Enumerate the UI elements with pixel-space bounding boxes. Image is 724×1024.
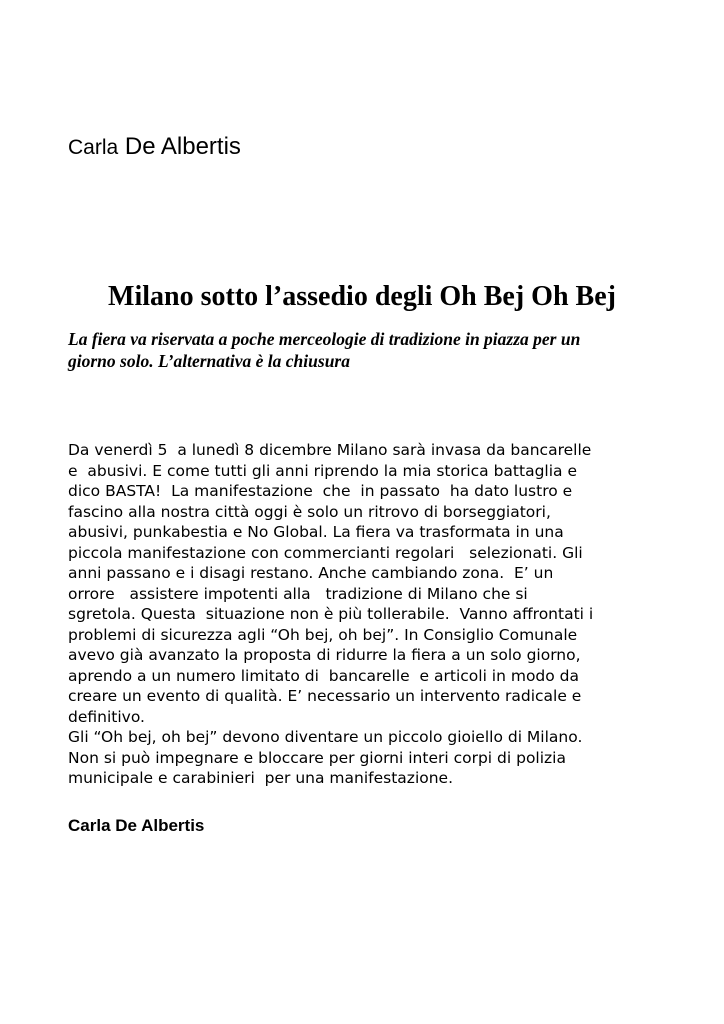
body-line: creare un evento di qualità. E’ necessario un intervento radicale e — [68, 687, 582, 705]
article-body — [68, 440, 668, 789]
subtitle-line: giorno solo. L’alternativa è la chiusura — [68, 351, 350, 371]
body-line: Gli “Oh bej, oh bej” devono diventare un piccolo gioiello di Milano. — [68, 728, 583, 746]
body-line: municipale e carabinieri per una manifestazione. — [68, 769, 454, 787]
body-line: Non si può impegnare e bloccare per giorni interi corpi di polizia — [68, 748, 566, 767]
article-signature: Carla De Albertis — [68, 816, 205, 835]
article-subtitle — [68, 328, 658, 372]
body-line: problemi di sicurezza agli “Oh bej, oh bej”. In Consiglio Comunale — [68, 625, 578, 644]
body-line: avevo già avanzato la proposta di ridurre la fiera a un solo giorno, — [68, 646, 581, 664]
article-headline: Milano sotto l’assedio degli Oh Bej Oh Bej — [108, 281, 616, 312]
body-line: orrore assistere impotenti alla tradizione di Milano che si — [68, 584, 528, 603]
body-line: dico BASTA! La manifestazione che in passato ha dato lustro e — [68, 482, 573, 500]
body-line: piccola manifestazione con commercianti regolari selezionati. Gli — [68, 543, 583, 562]
author-first-name: Carla — [68, 136, 119, 159]
author-last-name: De Albertis — [124, 133, 241, 160]
body-line: anni passano e i disagi restano. Anche cambiando zona. E’ un — [68, 564, 554, 582]
body-line: fascino alla nostra città oggi è solo un ritrovo di borseggiatori, — [68, 502, 551, 521]
subtitle-line: La fiera va riservata a poche merceologie di tradizione in piazza per un — [68, 329, 581, 349]
body-line: sgretola. Questa situazione non è più tollerabile. Vanno affrontati i — [68, 605, 594, 623]
body-line: aprendo a un numero limitato di bancarelle e articoli in modo da — [68, 666, 580, 685]
author-name-header — [68, 132, 241, 163]
body-line: definitivo. — [68, 707, 145, 726]
body-line: abusivi, punkabestia e No Global. La fiera va trasformata in una — [68, 523, 564, 541]
body-line: e abusivi. E come tutti gli anni riprendo la mia storica battaglia e — [68, 461, 577, 480]
body-line: Da venerdì 5 a lunedì 8 dicembre Milano sarà invasa da bancarelle — [68, 441, 592, 459]
